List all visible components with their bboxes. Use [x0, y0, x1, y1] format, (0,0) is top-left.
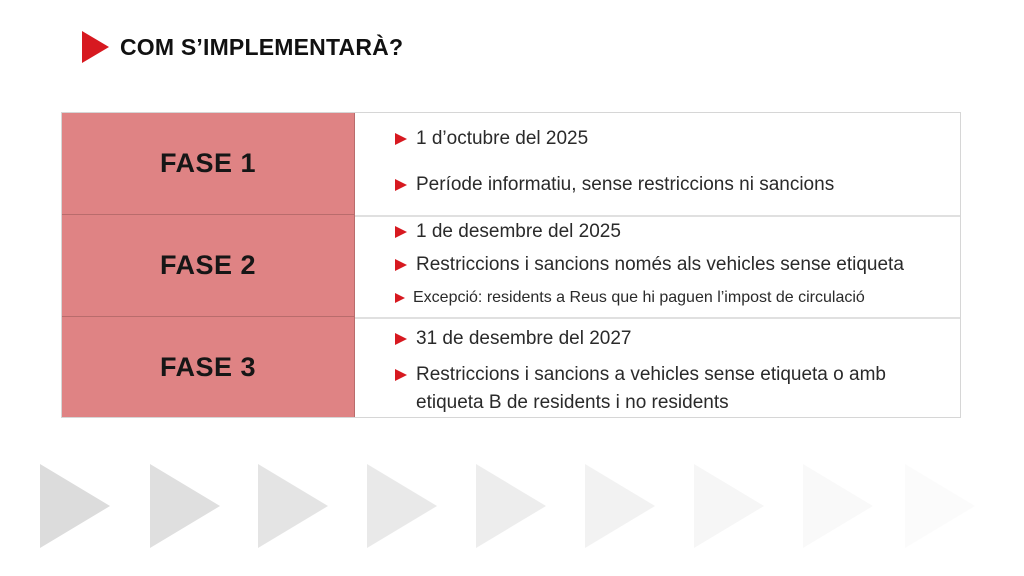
phases-table: [61, 112, 961, 418]
phase-details: [355, 113, 960, 215]
fading-arrow-icon: [40, 464, 110, 548]
phase-label: FASE 3: [62, 317, 355, 417]
bullet-arrow-icon: [395, 259, 407, 271]
bullet-arrow-icon: [395, 333, 407, 345]
fading-arrow-icon: [150, 464, 220, 548]
phase-label: FASE 1: [62, 113, 355, 215]
phase-details: [355, 215, 960, 317]
bullet-arrow-icon: [395, 226, 407, 238]
fading-arrow-icon: [585, 464, 655, 548]
page-header: [82, 30, 403, 64]
phase-details: [355, 317, 960, 417]
fading-arrow-icon: [258, 464, 328, 548]
phase-row-2: [62, 215, 960, 319]
fading-arrow-icon: [694, 464, 764, 548]
bullet-arrow-icon: [395, 293, 405, 303]
fading-arrow-icon: [803, 464, 873, 548]
phase-detail-date: 1 d’octubre del 2025: [395, 125, 588, 153]
phase-row-1: [62, 113, 960, 217]
phase-label: FASE 2: [62, 215, 355, 317]
bullet-arrow-icon: [395, 179, 407, 191]
page-title: COM S’IMPLEMENTARÀ?: [120, 33, 404, 60]
fading-arrow-icon: [476, 464, 546, 548]
play-triangle-icon: [82, 31, 109, 63]
phase-detail-text: Restriccions i sancions només als vehicles sense etiqueta: [395, 251, 904, 279]
decorative-arrows: [0, 452, 1024, 562]
phase-detail-exception: Excepció: residents a Reus que hi paguen l’impost de circulació: [395, 284, 865, 312]
bullet-arrow-icon: [395, 369, 407, 381]
phase-detail-text: Període informatiu, sense restriccions ni sancions: [395, 171, 834, 199]
fading-arrow-icon: [905, 464, 975, 548]
phase-detail-text: Restriccions i sancions a vehicles sense etiqueta o amb etiqueta B de residents i no residents: [395, 361, 935, 417]
phase-detail-date: 31 de desembre del 2027: [395, 325, 632, 353]
bullet-arrow-icon: [395, 133, 407, 145]
phase-row-3: [62, 317, 960, 417]
fading-arrow-icon: [367, 464, 437, 548]
phase-detail-date: 1 de desembre del 2025: [395, 218, 621, 246]
